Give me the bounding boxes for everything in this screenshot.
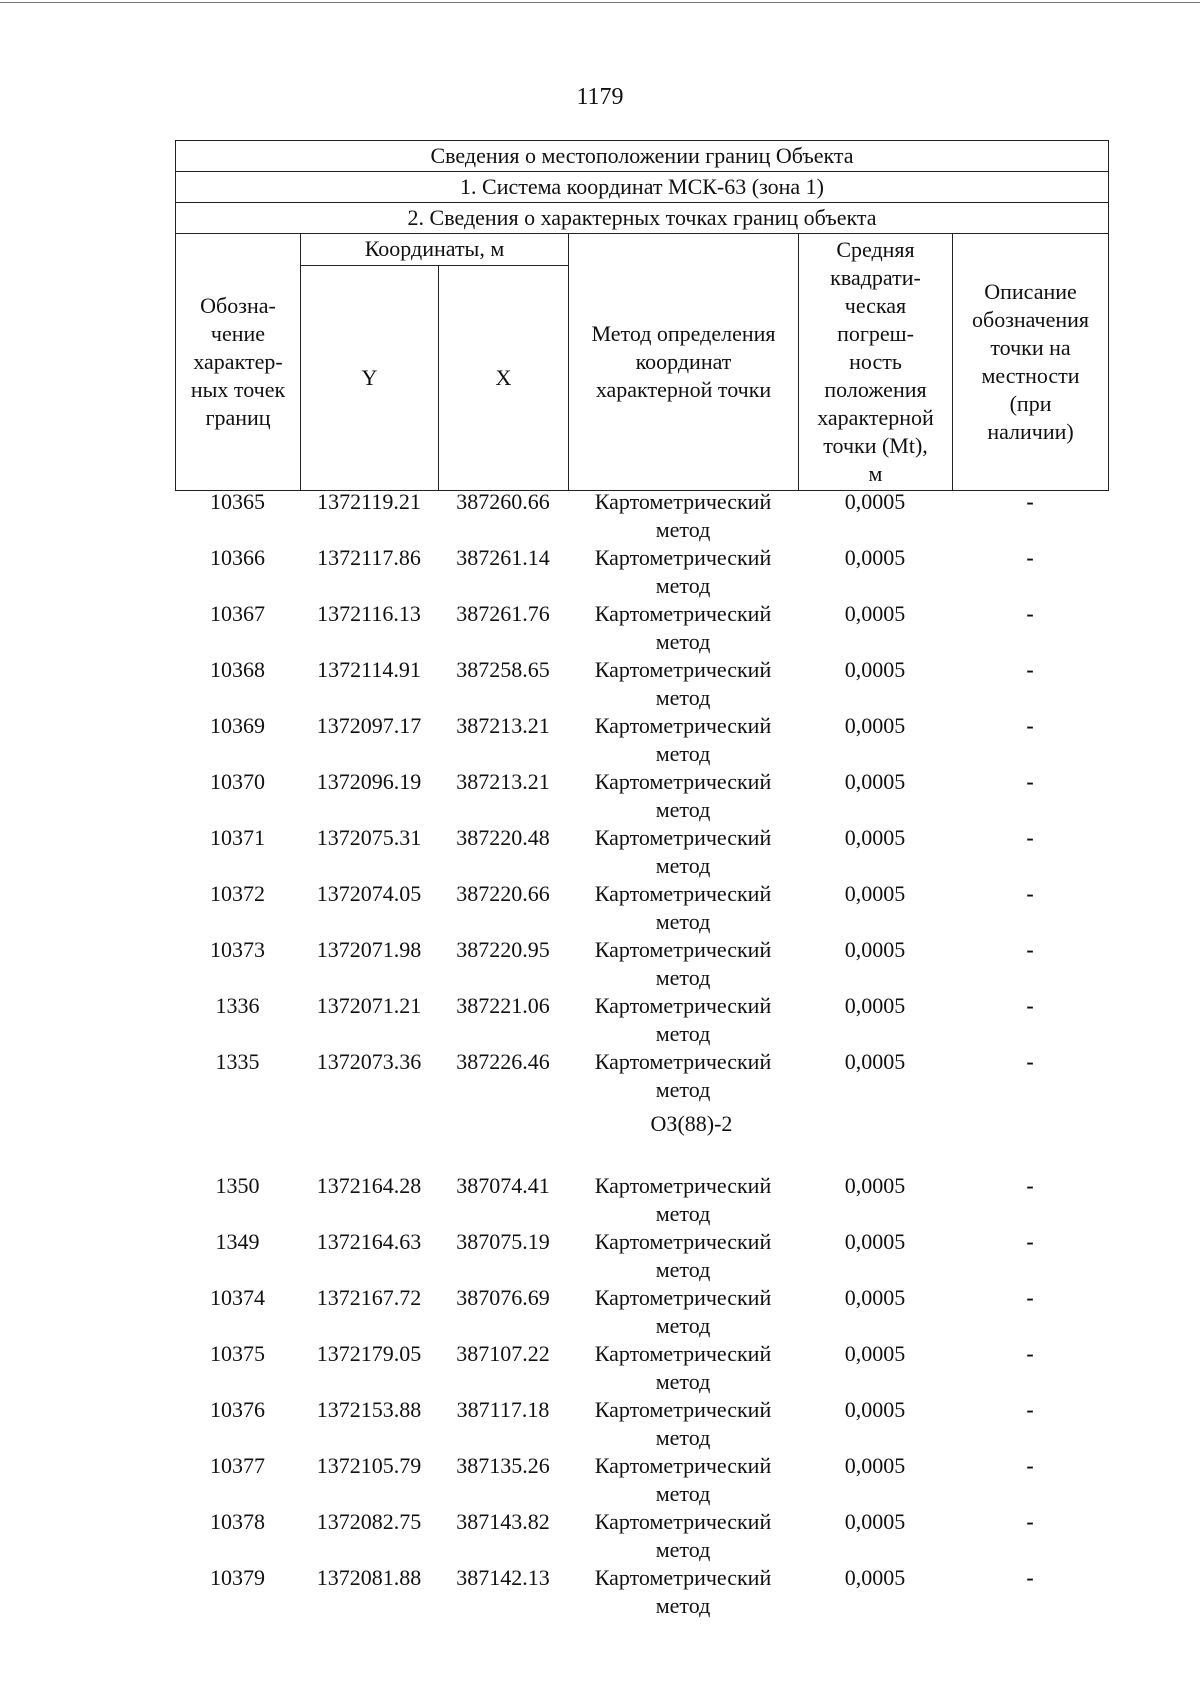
coord-x-cell: 387075.19 xyxy=(456,1229,550,1254)
description-cell: - xyxy=(1026,1341,1034,1366)
coord-y-cell: 1372117.86 xyxy=(317,545,421,570)
point-id-cell: 1350 xyxy=(215,1173,260,1198)
points-table xyxy=(175,488,1108,1620)
description-cell: - xyxy=(1026,825,1034,850)
coord-y-cell: 1372164.28 xyxy=(316,1173,422,1198)
point-id-cell: 10378 xyxy=(210,1509,265,1534)
table-row xyxy=(175,600,1108,656)
description-cell: - xyxy=(1026,1173,1034,1198)
error-cell: 0,0005 xyxy=(844,1565,906,1590)
point-id-cell: 1335 xyxy=(215,1049,260,1074)
coord-y-cell: 1372096.19 xyxy=(316,769,422,794)
coord-x-cell: 387213.21 xyxy=(456,769,550,794)
error-cell: 0,0005 xyxy=(844,1173,906,1198)
coord-y-cell: 1372075.31 xyxy=(316,825,422,850)
table-row xyxy=(175,1172,1108,1228)
description-cell: - xyxy=(1026,713,1034,738)
table-row xyxy=(175,544,1108,600)
description-cell: - xyxy=(1026,657,1034,682)
method-cell: Картометрический метод xyxy=(594,825,772,878)
method-cell: Картометрический метод xyxy=(594,993,772,1046)
coord-y-cell: 1372105.79 xyxy=(316,1453,422,1478)
error-cell: 0,0005 xyxy=(844,713,906,738)
table-row xyxy=(175,768,1108,824)
coordinates-header-table xyxy=(175,140,1109,491)
error-cell: 0,0005 xyxy=(844,1397,906,1422)
point-id-cell: 10370 xyxy=(210,769,265,794)
coord-x-cell: 387258.65 xyxy=(456,657,550,682)
column-header-row xyxy=(176,234,1109,266)
method-cell: Картометрический метод xyxy=(594,1397,772,1450)
error-cell: 0,0005 xyxy=(844,825,906,850)
method-cell: Картометрический метод xyxy=(594,1229,772,1282)
error-cell: 0,0005 xyxy=(844,1285,906,1310)
coord-x-cell: 387261.76 xyxy=(456,601,550,626)
error-cell: 0,0005 xyxy=(844,881,906,906)
table-row xyxy=(175,880,1108,936)
coord-x-cell: 387107.22 xyxy=(456,1341,550,1366)
error-cell: 0,0005 xyxy=(844,657,906,682)
coord-x-cell: 387117.18 xyxy=(456,1397,550,1422)
error-cell: 0,0005 xyxy=(844,1453,906,1478)
point-id-cell: 10368 xyxy=(210,657,265,682)
point-id-cell: 10369 xyxy=(210,713,265,738)
description-cell: - xyxy=(1026,545,1034,570)
coord-y-cell: 1372179.05 xyxy=(316,1341,422,1366)
error-cell: 0,0005 xyxy=(844,993,906,1018)
coord-y-cell: 1372116.13 xyxy=(317,601,421,626)
col-x: X xyxy=(439,265,569,490)
header-system-row xyxy=(176,172,1109,203)
coord-x-cell: 387135.26 xyxy=(456,1453,550,1478)
table-row xyxy=(175,1564,1108,1620)
table-row xyxy=(175,992,1108,1048)
table-row xyxy=(175,1228,1108,1284)
col-method: Метод определения координат характерной точки xyxy=(569,234,799,491)
coord-y-cell: 1372074.05 xyxy=(316,881,422,906)
coord-x-cell: 387221.06 xyxy=(456,993,550,1018)
coord-y-cell: 1372119.21 xyxy=(317,489,421,514)
point-id-cell: 10373 xyxy=(210,937,265,962)
method-cell: Картометрический метод xyxy=(594,1509,772,1562)
coord-y-cell: 1372071.98 xyxy=(316,937,422,962)
point-id-cell: 1336 xyxy=(215,993,260,1018)
method-cell: Картометрический метод xyxy=(594,937,772,990)
method-cell: Картометрический метод xyxy=(594,657,772,710)
error-cell: 0,0005 xyxy=(844,601,906,626)
section-row xyxy=(175,1104,1108,1172)
description-cell: - xyxy=(1026,1565,1034,1590)
table-row xyxy=(175,712,1108,768)
table-row xyxy=(175,1396,1108,1452)
coord-y-cell: 1372167.72 xyxy=(316,1285,422,1310)
error-cell: 0,0005 xyxy=(844,1049,906,1074)
header-points-row xyxy=(176,203,1109,234)
table-row xyxy=(175,656,1108,712)
method-cell: Картометрический метод xyxy=(594,881,772,934)
coord-y-cell: 1372114.91 xyxy=(317,657,421,682)
error-cell: 0,0005 xyxy=(844,489,906,514)
coord-x-cell: 387220.95 xyxy=(456,937,550,962)
point-id-cell: 10376 xyxy=(210,1397,265,1422)
coord-y-cell: 1372097.17 xyxy=(316,713,422,738)
col-designation: Обозна- чение характер- ных точек границ xyxy=(176,234,301,491)
point-id-cell: 10365 xyxy=(210,489,265,514)
error-cell: 0,0005 xyxy=(844,1509,906,1534)
table-title: Сведения о местоположении границ Объекта xyxy=(176,141,1109,172)
coord-y-cell: 1372164.63 xyxy=(316,1229,422,1254)
point-id-cell: 10366 xyxy=(210,545,265,570)
table-row xyxy=(175,936,1108,992)
points-table-body xyxy=(175,488,1108,1620)
coord-y-cell: 1372082.75 xyxy=(316,1509,422,1534)
coord-x-cell: 387261.14 xyxy=(456,545,550,570)
description-cell: - xyxy=(1026,1509,1034,1534)
point-id-cell: 10377 xyxy=(210,1453,265,1478)
error-cell: 0,0005 xyxy=(844,937,906,962)
coord-x-cell: 387143.82 xyxy=(456,1509,550,1534)
coord-y-cell: 1372073.36 xyxy=(316,1049,422,1074)
table-row xyxy=(175,824,1108,880)
coord-x-cell: 387074.41 xyxy=(456,1173,550,1198)
description-cell: - xyxy=(1026,1453,1034,1478)
col-coordinates-group: Координаты, м xyxy=(301,234,569,266)
error-cell: 0,0005 xyxy=(844,769,906,794)
coord-y-cell: 1372071.21 xyxy=(316,993,422,1018)
points-section-title: 2. Сведения о характерных точках границ объекта xyxy=(176,203,1109,234)
coord-x-cell: 387260.66 xyxy=(456,489,550,514)
table-row xyxy=(175,1508,1108,1564)
method-cell: Картометрический метод xyxy=(594,1565,772,1618)
method-cell: Картометрический метод xyxy=(594,769,772,822)
point-id-cell: 10374 xyxy=(210,1285,265,1310)
point-id-cell: 10375 xyxy=(210,1341,265,1366)
error-cell: 0,0005 xyxy=(844,1341,906,1366)
coord-y-cell: 1372153.88 xyxy=(316,1397,422,1422)
description-cell: - xyxy=(1026,1285,1034,1310)
table-row xyxy=(175,1452,1108,1508)
method-cell: Картометрический метод xyxy=(594,1173,772,1226)
section-label: ОЗ(88)-2 xyxy=(650,1111,733,1136)
point-id-cell: 10367 xyxy=(210,601,265,626)
point-id-cell: 10372 xyxy=(210,881,265,906)
description-cell: - xyxy=(1026,1397,1034,1422)
col-error: Средняя квадрати- ческая погреш- ность положения характерной точки (Mt), м xyxy=(799,234,953,491)
error-cell: 0,0005 xyxy=(844,545,906,570)
description-cell: - xyxy=(1026,1229,1034,1254)
table-row xyxy=(175,1048,1108,1104)
description-cell: - xyxy=(1026,601,1034,626)
description-cell: - xyxy=(1026,1049,1034,1074)
col-y: Y xyxy=(301,265,439,490)
coordinate-system: 1. Система координат МСК-63 (зона 1) xyxy=(176,172,1109,203)
point-id-cell: 1349 xyxy=(215,1229,260,1254)
method-cell: Картометрический метод xyxy=(594,1453,772,1506)
method-cell: Картометрический метод xyxy=(594,545,772,598)
coord-x-cell: 387220.48 xyxy=(456,825,550,850)
description-cell: - xyxy=(1026,489,1034,514)
method-cell: Картометрический метод xyxy=(594,1341,772,1394)
coord-x-cell: 387213.21 xyxy=(456,713,550,738)
table-row xyxy=(175,488,1108,544)
coord-x-cell: 387226.46 xyxy=(456,1049,550,1074)
coord-x-cell: 387220.66 xyxy=(456,881,550,906)
coord-x-cell: 387076.69 xyxy=(456,1285,550,1310)
method-cell: Картометрический метод xyxy=(594,1285,772,1338)
description-cell: - xyxy=(1026,993,1034,1018)
point-id-cell: 10371 xyxy=(210,825,265,850)
coord-y-cell: 1372081.88 xyxy=(316,1565,422,1590)
page-number: 1179 xyxy=(576,84,624,110)
col-description: Описание обозначения точки на местности (при наличии) xyxy=(953,234,1109,491)
description-cell: - xyxy=(1026,769,1034,794)
error-cell: 0,0005 xyxy=(844,1229,906,1254)
scan-edge-line xyxy=(0,2,1200,3)
method-cell: Картометрический метод xyxy=(594,1049,772,1102)
method-cell: Картометрический метод xyxy=(594,713,772,766)
description-cell: - xyxy=(1026,881,1034,906)
coord-x-cell: 387142.13 xyxy=(456,1565,550,1590)
table-row xyxy=(175,1340,1108,1396)
method-cell: Картометрический метод xyxy=(594,601,772,654)
point-id-cell: 10379 xyxy=(210,1565,265,1590)
method-cell: Картометрический метод xyxy=(594,489,772,542)
header-title-row xyxy=(176,141,1109,172)
description-cell: - xyxy=(1026,937,1034,962)
table-row xyxy=(175,1284,1108,1340)
